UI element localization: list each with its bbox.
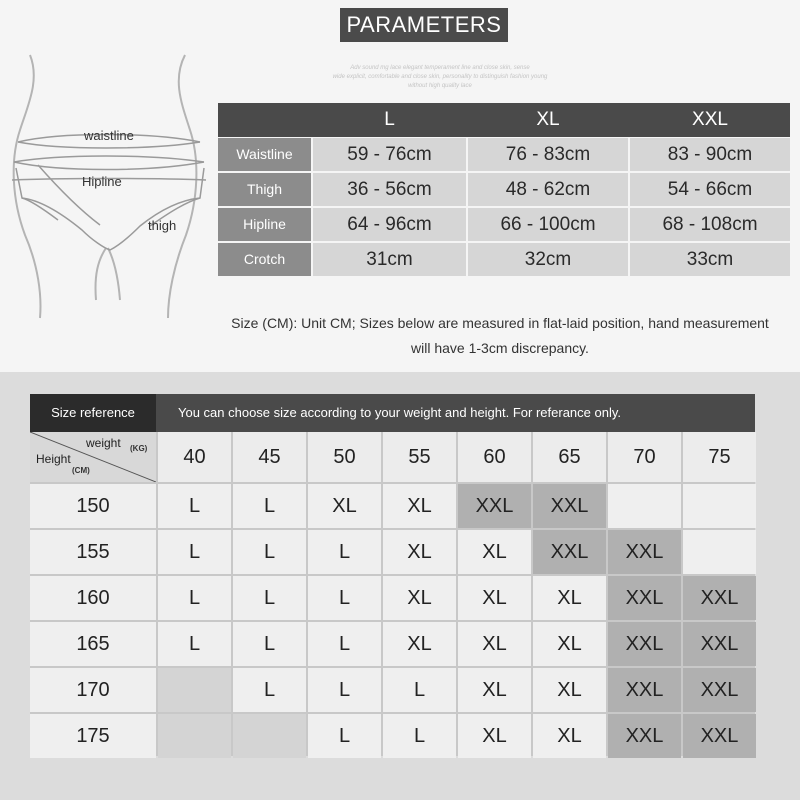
- size-cell: XL: [383, 484, 456, 528]
- size-cell: L: [308, 530, 381, 574]
- table-cell: 54 - 66cm: [630, 173, 790, 206]
- size-cell: [158, 668, 231, 712]
- size-cell: L: [158, 622, 231, 666]
- size-cell: XXL: [683, 668, 756, 712]
- table-corner-header: [30, 432, 156, 482]
- size-reference-title: Size reference: [30, 394, 156, 432]
- weight-column-header: 55: [383, 432, 456, 482]
- weight-unit: (KG): [130, 444, 148, 453]
- size-cell: XL: [533, 668, 606, 712]
- size-cell: XXL: [608, 622, 681, 666]
- size-cell: L: [308, 714, 381, 758]
- parameter-table: [218, 103, 790, 277]
- column-header-xl: XL: [536, 109, 560, 130]
- size-cell: XL: [458, 622, 531, 666]
- size-cell: [683, 484, 756, 528]
- faint-line: Adv sound mg lace elegant temperament line and close skin, sense: [350, 65, 530, 71]
- size-cell: L: [233, 576, 306, 620]
- size-cell: L: [158, 530, 231, 574]
- size-cell: XXL: [608, 714, 681, 758]
- height-row-header: 160: [30, 576, 156, 620]
- size-cell: XL: [458, 668, 531, 712]
- size-cell: L: [383, 668, 456, 712]
- table-cell: 59 - 76cm: [313, 138, 466, 171]
- size-cell: L: [233, 622, 306, 666]
- size-cell: L: [158, 484, 231, 528]
- height-row-header: 165: [30, 622, 156, 666]
- size-cell: XL: [533, 576, 606, 620]
- table-cell: 33cm: [630, 243, 790, 276]
- size-cell: XXL: [533, 530, 606, 574]
- size-cell: XL: [308, 484, 381, 528]
- size-cell: XXL: [608, 530, 681, 574]
- thigh-label: thigh: [148, 218, 177, 233]
- waistline-label: waistline: [84, 128, 134, 143]
- height-row-header: 155: [30, 530, 156, 574]
- row-label-hipline: Hipline: [218, 208, 311, 241]
- height-unit: (CM): [72, 466, 90, 475]
- row-label-waistline: Waistline: [218, 138, 311, 171]
- height-row-header: 170: [30, 668, 156, 712]
- note-line: will have 1-3cm discrepancy.: [411, 340, 589, 356]
- measurement-note: [200, 311, 800, 361]
- table-cell: 48 - 62cm: [468, 173, 628, 206]
- size-cell: XL: [533, 714, 606, 758]
- size-cell: [233, 714, 306, 758]
- size-cell: [683, 530, 756, 574]
- table-cell: 83 - 90cm: [630, 138, 790, 171]
- size-cell: XL: [458, 530, 531, 574]
- size-cell: XL: [458, 714, 531, 758]
- weight-column-header: 60: [458, 432, 531, 482]
- table-cell: 31cm: [313, 243, 466, 276]
- size-cell: XL: [383, 622, 456, 666]
- size-cell: [608, 484, 681, 528]
- column-header-l: L: [384, 109, 395, 130]
- page-title: PARAMETERS: [340, 8, 508, 42]
- height-row-header: 175: [30, 714, 156, 758]
- size-cell: XXL: [458, 484, 531, 528]
- body-figure-illustration: [0, 50, 215, 320]
- faint-line: wide explicit, comfortable and close skin, personality to distinguish fashion young: [332, 74, 548, 80]
- size-reference-table: [30, 394, 755, 756]
- size-cell: XXL: [683, 622, 756, 666]
- size-cell: L: [308, 576, 381, 620]
- table-cell: 66 - 100cm: [468, 208, 628, 241]
- weight-column-header: 75: [683, 432, 756, 482]
- note-line: Size (CM): Unit CM; Sizes below are measured in flat-laid position, hand measurement: [231, 315, 769, 331]
- row-label-thigh: Thigh: [218, 173, 311, 206]
- size-cell: XXL: [683, 714, 756, 758]
- size-cell: L: [308, 668, 381, 712]
- height-row-header: 150: [30, 484, 156, 528]
- size-cell: XL: [458, 576, 531, 620]
- size-cell: L: [383, 714, 456, 758]
- row-label-crotch: Crotch: [218, 243, 311, 276]
- column-header-xxl: XXL: [692, 109, 728, 130]
- weight-column-header: 45: [233, 432, 306, 482]
- faint-line: without high quality lace: [408, 83, 472, 89]
- table-cell: 76 - 83cm: [468, 138, 628, 171]
- weight-label: weight: [86, 436, 121, 450]
- size-cell: XL: [383, 576, 456, 620]
- size-cell: XXL: [608, 668, 681, 712]
- hipline-label: Hipline: [82, 174, 122, 189]
- size-cell: XXL: [533, 484, 606, 528]
- size-cell: XL: [383, 530, 456, 574]
- size-cell: L: [233, 668, 306, 712]
- size-cell: L: [233, 484, 306, 528]
- size-reference-subtitle: You can choose size according to your weight and height. For referance only.: [156, 394, 755, 432]
- table-cell: 32cm: [468, 243, 628, 276]
- size-cell: XL: [533, 622, 606, 666]
- size-cell: XXL: [608, 576, 681, 620]
- table-cell: 68 - 108cm: [630, 208, 790, 241]
- size-cell: XXL: [683, 576, 756, 620]
- table-cell: 36 - 56cm: [313, 173, 466, 206]
- size-cell: L: [158, 576, 231, 620]
- size-cell: L: [233, 530, 306, 574]
- weight-column-header: 65: [533, 432, 606, 482]
- weight-column-header: 50: [308, 432, 381, 482]
- size-cell: L: [308, 622, 381, 666]
- size-cell: [158, 714, 231, 758]
- faint-description: [300, 64, 580, 91]
- height-label: Height: [36, 452, 71, 466]
- weight-column-header: 70: [608, 432, 681, 482]
- weight-column-header: 40: [158, 432, 231, 482]
- table-cell: 64 - 96cm: [313, 208, 466, 241]
